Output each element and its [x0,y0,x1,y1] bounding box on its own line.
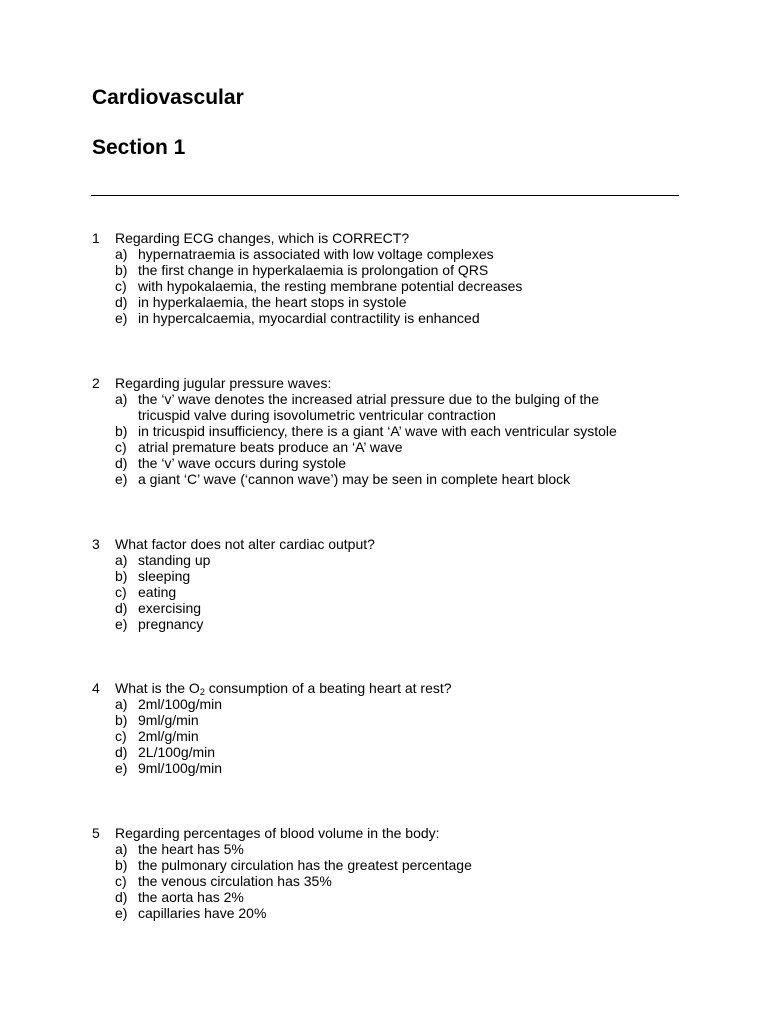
option-text: 9ml/g/min [138,712,199,728]
option-text: with hypokalaemia, the resting membrane potential decreases [138,278,523,294]
answer-option [92,294,692,310]
answer-option [92,423,692,439]
option-text: sleeping [138,568,191,584]
section-title: Section 1 [92,136,186,159]
option-text: pregnancy [138,616,204,632]
option-letter: c) [115,584,127,600]
question-number: 3 [92,536,100,552]
option-text: the ‘v’ wave occurs during systole [138,455,347,471]
answer-option [92,455,692,471]
question-stem: What factor does not alter cardiac output? [115,536,375,552]
option-text: 2ml/g/min [138,728,199,744]
answer-option [92,600,692,616]
answer-option [92,889,692,905]
option-letter: e) [115,471,128,487]
option-text: atrial premature beats produce an ‘A’ wave [138,439,403,455]
answer-option [92,905,692,921]
option-text: the first change in hyperkalaemia is prolongation of QRS [138,262,489,278]
answer-option [92,568,692,584]
option-letter: b) [115,568,128,584]
question-1 [92,230,692,326]
option-letter: d) [115,294,128,310]
question-stem: Regarding percentages of blood volume in the body: [115,825,440,841]
section-divider [91,195,679,196]
option-letter: a) [115,552,128,568]
question-number: 2 [92,375,100,391]
question-5 [92,825,692,921]
option-letter: c) [115,278,127,294]
answer-option [92,584,692,600]
option-letter: e) [115,310,128,326]
option-text: in tricuspid insufficiency, there is a giant ‘A’ wave with each ventricular systole [138,423,617,439]
option-letter: c) [115,873,127,889]
question-stem [115,680,692,696]
answer-option [92,552,692,568]
option-letter: b) [115,857,128,873]
option-letter: a) [115,841,128,857]
option-letter: b) [115,712,128,728]
question-stem: Regarding jugular pressure waves: [115,375,332,391]
question-2 [92,375,692,487]
answer-option [92,278,692,294]
answer-option [92,246,692,262]
option-text: in hypercalcaemia, myocardial contractility is enhanced [138,310,480,326]
option-letter: b) [115,423,128,439]
option-text: eating [138,584,177,600]
option-letter: d) [115,889,128,905]
option-text: the ‘v’ wave denotes the increased atrial pressure due to the bulging of the tricuspid valve during isovolumetric ventricular contraction [138,391,599,423]
answer-option [92,712,692,728]
answer-option [92,262,692,278]
question-stem-end: consumption of a beating heart at rest? [204,680,452,696]
answer-option [92,310,692,326]
answer-option [92,439,692,455]
question-stem: Regarding ECG changes, which is CORRECT? [115,230,410,246]
answer-option [92,744,692,760]
option-letter: e) [115,905,128,921]
option-text: 2L/100g/min [138,744,216,760]
answer-option [92,728,692,744]
answer-option [92,760,692,776]
option-text: 2ml/100g/min [138,696,223,712]
subscript-2: 2 [199,687,205,697]
question-stem-start: What is the O [115,680,200,696]
option-letter: b) [115,262,128,278]
option-text: standing up [138,552,211,568]
option-text: capillaries have 20% [138,905,267,921]
option-text: hypernatraemia is associated with low voltage complexes [138,246,494,262]
option-text: a giant ‘C’ wave (‘cannon wave’) may be seen in complete heart block [138,471,571,487]
option-text: the heart has 5% [138,841,244,857]
option-letter: d) [115,600,128,616]
option-letter: e) [115,760,128,776]
answer-option [92,857,692,873]
option-text: exercising [138,600,202,616]
option-letter: c) [115,439,127,455]
option-letter: d) [115,455,128,471]
answer-option [92,391,692,423]
option-letter: e) [115,616,128,632]
answer-option [92,841,692,857]
question-4 [92,680,692,776]
option-text: the pulmonary circulation has the greatest percentage [138,857,472,873]
option-text: in hyperkalaemia, the heart stops in systole [138,294,407,310]
question-number: 1 [92,230,100,246]
option-letter: a) [115,391,128,407]
answer-option [92,616,692,632]
page-title: Cardiovascular [92,86,244,109]
answer-option [92,873,692,889]
answer-option [92,696,692,712]
option-letter: d) [115,744,128,760]
question-3 [92,536,692,632]
option-letter: c) [115,728,127,744]
option-text: 9ml/100g/min [138,760,223,776]
option-text: the aorta has 2% [138,889,244,905]
option-letter: a) [115,696,128,712]
option-text: the venous circulation has 35% [138,873,332,889]
answer-option [92,471,692,487]
question-number: 5 [92,825,100,841]
option-letter: a) [115,246,128,262]
question-number: 4 [92,680,100,696]
